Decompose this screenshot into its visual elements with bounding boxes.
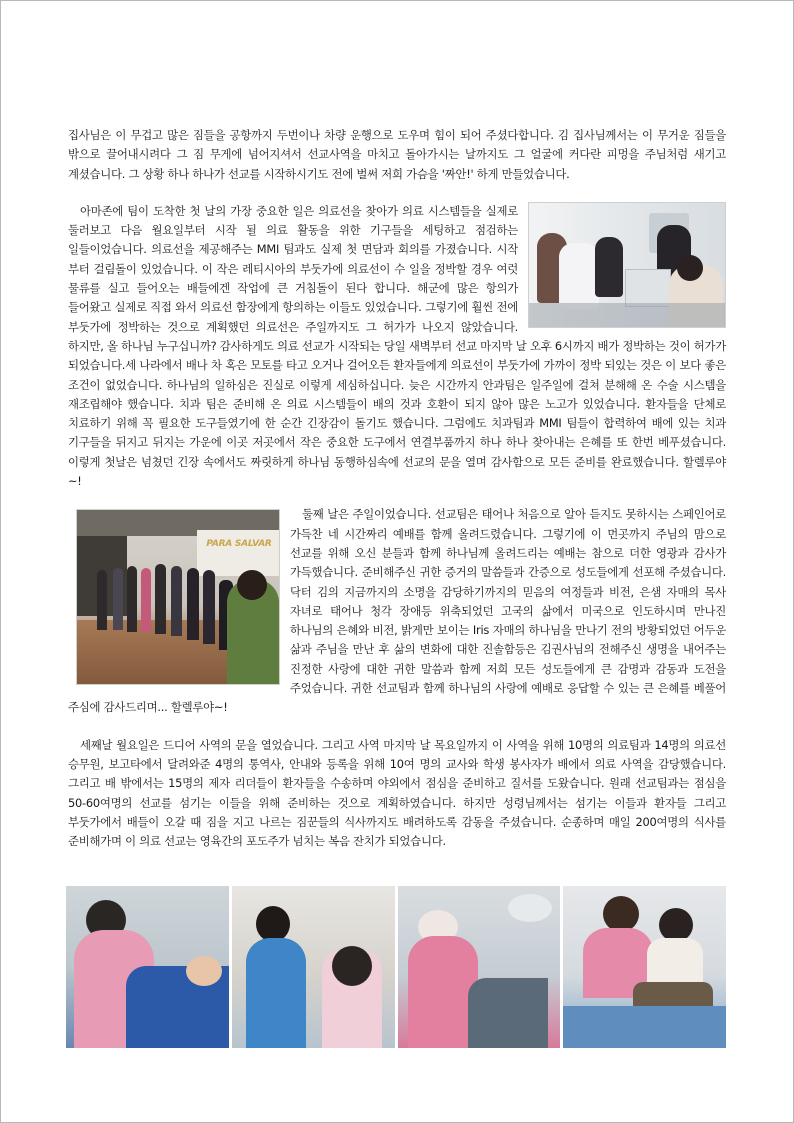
paragraph-3: 둘째 날은 주일이었습니다. 선교팀은 태어나 처음으로 알아 듣지도 못하시는 스페인어로 가득찬 네 시간짜리 예배를 함께 올려드렸습니다. 그렇기에 이 먼곳까지 주님의 맘으로 선교를 위해 오신 분들과 함께 하나님께 올려드리는 예배는 참으로 더한 영광과 감사가 가득했습니다. 준비해주신 귀한 증거의 말씀들과 간증으로 성도들에게 선포해 주셨습니다. 닥터 김의 지금까지의 소명을 감당하기까지의 믿음의 여정들과 비전, 은샘 자매의 목사 자녀로 태어나 청각 장애등 위축되었던 고국의 삶에서 미국으로 인도하시며 만나진 하나님의 은혜와 비전, 밝게만 보이는 Iris 자매의 하나님을 만나기 전의 방황되었던 어두운 삶과 주님을 만난 후 삶의 변화에 대한 진솔함등은 김권사님의 전해주신 생명을 내어주는 진정한 사랑에 대한 귀한 말씀과 함께 저희 모든 성도들에게 큰 감명과 감동과 도전을 주었습니다. 귀한 선교팀과 함께 하나님의 사랑에 예배로 응답할 수 있는 큰 은혜를 베풀어 주심에 감사드리며... 할렐루야~! xyxy=(68,507,726,715)
photo-dental-2 xyxy=(232,886,395,1048)
paragraph-4: 세째날 월요일은 드디어 사역의 문을 열었습니다. 그리고 사역 마지막 날 목요일까지 이 사역을 위해 10명의 의료팀과 14명의 의료선 승무원, 보고타에서 달려와준 4명의 통역사, 안내와 등록을 위해 10여 명의 교사와 학생 봉사자가 배에서 의료 사역을 감당했습니다. 그리고 배 밖에서는 15명의 제자 리더들이 환자들을 수송하며 야외에서 점심을 준비하고 질서를 도왔습니다. 원래 선교팀과는 점심을 50-60여명의 선교를 섬기는 이들을 위해 준비하는 것으로 계획하였습니다. 하지만 성령님께서는 섬기는 이들과 환자들 그리고 부둣가에서 배들이 오갈 때 짐을 지고 나르는 짐꾼들의 식사까지도 배려하도록 감동을 주셨습니다. 순종하며 매일 200여명의 식사를 준비해가며 이 의료 선교는 영육간의 포도주가 넘치는 복음 잔치가 되었습니다. xyxy=(68,737,726,849)
church-sign: PARA SALVAR xyxy=(206,539,272,550)
photo-dental-1 xyxy=(66,886,229,1048)
photo-clinic-meeting xyxy=(528,202,726,328)
photo-dental-4 xyxy=(563,886,726,1048)
paragraph-1: 집사님은 이 무겁고 많은 짐들을 공항까지 두번이나 차량 운행으로 도우며 힘이 되어 주셨다합니다. 김 집사님께서는 이 무거운 짐들을 밖으로 끌어내시려다 그 짐 무게에 넘어지셔서 선교사역을 마치고 돌아가시는 날까지도 그 얼굴에 커다란 피멍을 주님처럼 새기고 계셨습니다. 그 상황 하나 하나가 선교를 시작하시기도 전에 벌써 저희 가슴을 '짜안!' 하게 만들었습니다. xyxy=(68,128,726,181)
photo-dental-3 xyxy=(398,886,561,1048)
paragraph-2: 아마존에 팀이 도착한 첫 날의 가장 중요한 일은 의료선을 찾아가 의료 시스템들을 실제로 둘러보고 다음 월요일부터 시작 될 의료 활동을 위한 기구들을 세팅하고 점검하는 일들이었습니다. 의료선을 제공해주는 MMI 팀과도 실제 첫 면담과 회의를 가졌습니다. 시작 부터 걸림돌이 있었습니다. 이 작은 레티시아의 부둣가에 의료선이 수 일을 정박할 경우 여럿 물류를 실고 들어오는 배들에겐 작업에 큰 거침돌이 된다 합니다. 해군에 많은 항의가 들어왔고 실제로 직접 와서 의료선 함장에게 항의하는 이들도 있었습니다. 그렇기에 훨씬 전에 부둣가에 정박하는 것으로 계획했던 의료선은 주일까지도 그 허가가 나오지 않았습니다. 하지만, 올 하나님 누구십니까? 감사하게도 의료 선교가 시작되는 당일 새벽부터 선교 마지막 날 오후 6시까지 배가 정박하는 것이 허가가 되었습니다.세 나라에서 배나 차 혹은 모토를 타고 오거나 걸어오든 환자들에게 의료선이 부둣가에 가까이 정박 되있는 것은 이 보다 좋은 조건이 없었습니다. 하나님의 일하심은 진실로 이렇게 세심하십니다. 늦은 시간까지 안과팀은 일주일에 걸쳐 분해해 온 수술 시스템을 재조립해야 했습니다. 치과 팀은 준비해 온 의료 시스템들이 배의 것과 호환이 되지 않아 많은 노고가 있었습니다. 환자들을 단체로 치료하기 위해 꼭 필요한 도구들였기에 한 순간 긴장감이 돌기도 했습니다. 그럼에도 치과팀과 MMI 팀들이 합력하여 배에 있는 치과 기구들을 뒤지고 뒤지는 가운에 이곳 저곳에서 작은 중요한 도구에서 연결부품까지 하나 하나 찾아내는 은혜를 또 한번 베푸셨습니다. 이렇게 첫날은 넘쳤던 긴장 속에서도 짜릿하게 하나님 동행하심속에 선교의 문을 열며 감사함으로 모든 준비를 완료했습니다. 할렐루야~! xyxy=(68,203,726,489)
photo-strip-dental xyxy=(66,886,726,1048)
document-body xyxy=(68,126,726,851)
photo-church-worship xyxy=(76,509,280,685)
